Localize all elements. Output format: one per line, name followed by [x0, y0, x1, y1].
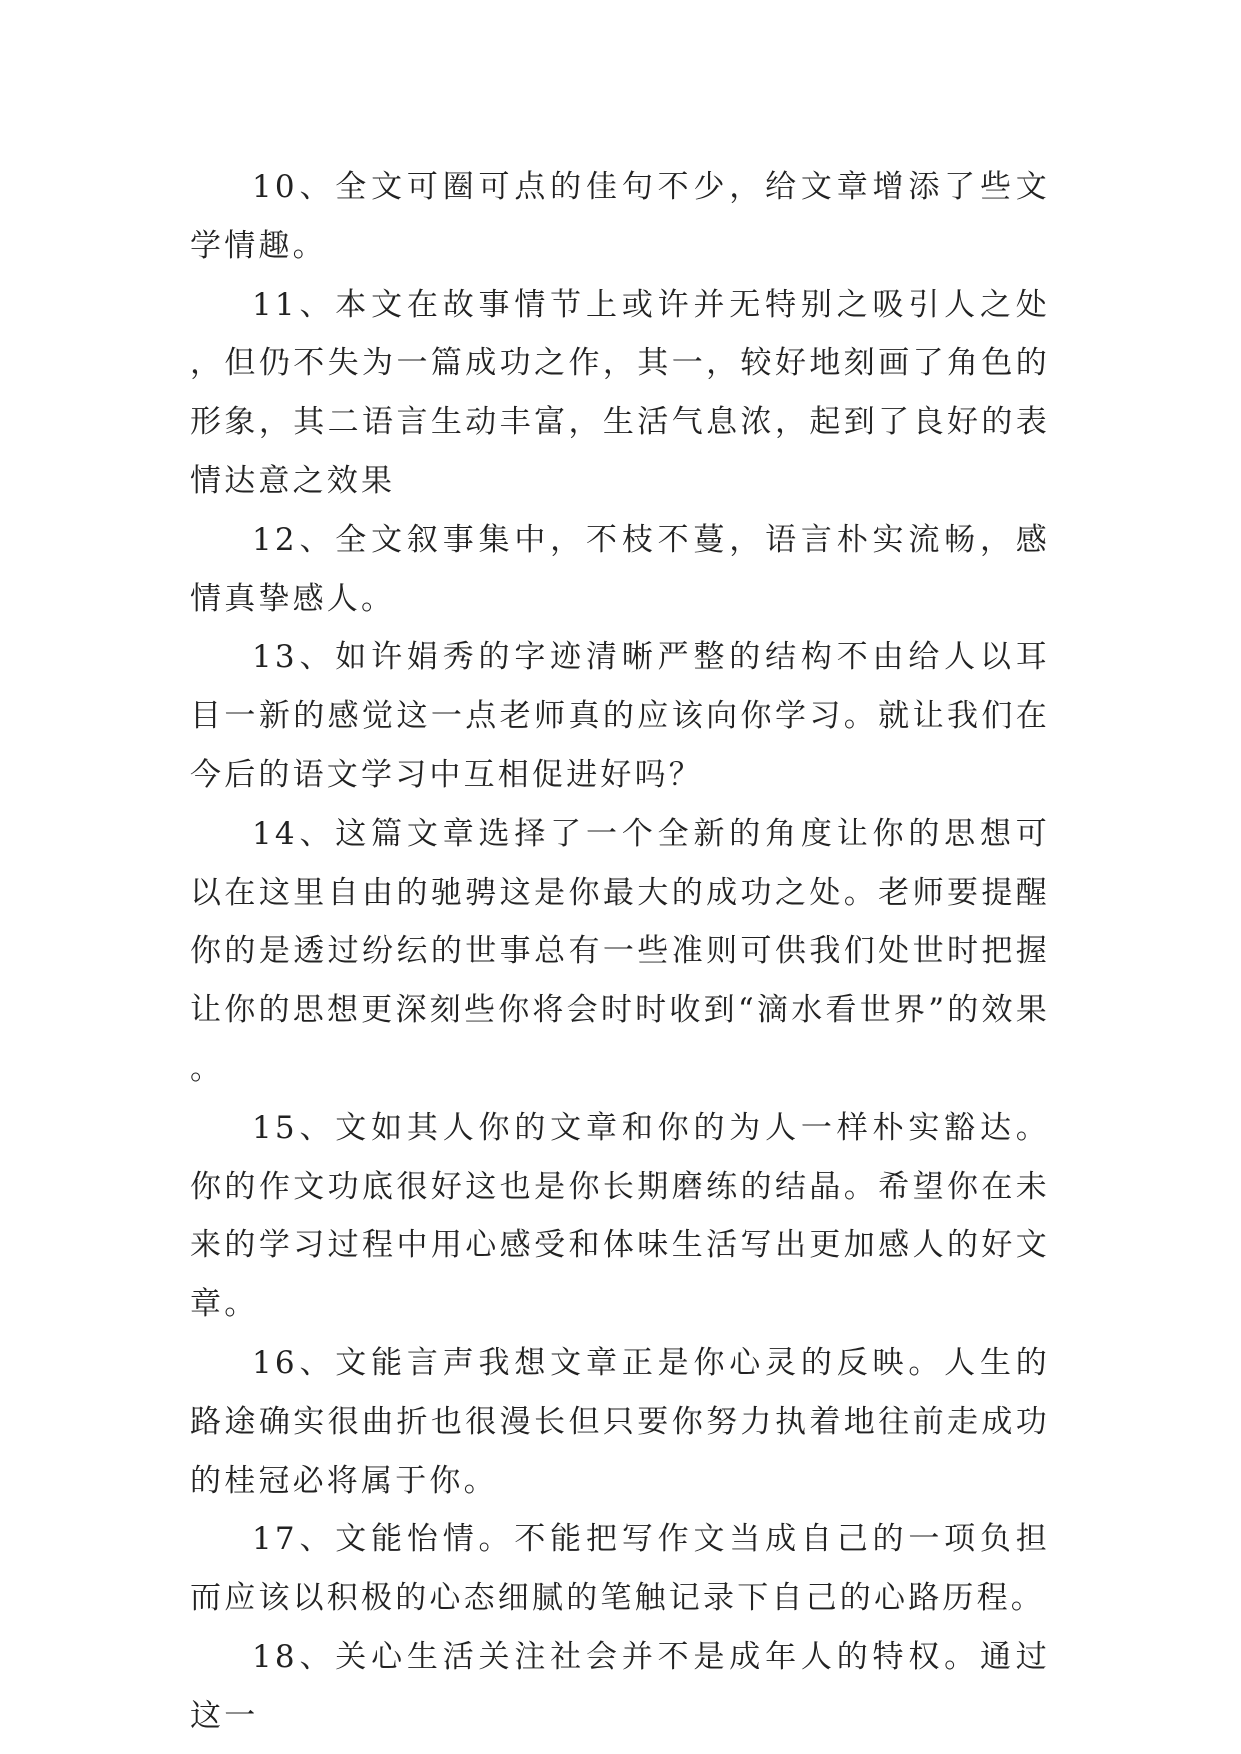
comment-paragraph-12: 12、全文叙事集中，不枝不蔓，语言朴实流畅，感情真挚感人。 [190, 521, 1050, 617]
comment-paragraph-13: 13、如许娟秀的字迹清晰严整的结构不由给人以耳目一新的感觉这一点老师真的应该向你学习。就让我们在今后的语文学习中互相促进好吗？ [190, 639, 1050, 793]
comment-paragraph-14: 14、这篇文章选择了一个全新的角度让你的思想可以在这里自由的驰骋这是你最大的成功之处。老师要提醒你的是透过纷纭的世事总有一些准则可供我们处世时把握让你的思想更深刻些你将会时时收到“滴水看世界”的效果。 [190, 815, 1050, 1087]
document-body [190, 158, 1050, 1746]
comment-paragraph-15: 15、文如其人你的文章和你的为人一样朴实豁达。你的作文功底很好这也是你长期磨练的结晶。希望你在未来的学习过程中用心感受和体味生活写出更加感人的好文章。 [190, 1109, 1050, 1323]
comment-paragraph-17: 17、文能怡情。不能把写作文当成自己的一项负担而应该以积极的心态细腻的笔触记录下自己的心路历程。 [190, 1521, 1050, 1617]
comment-paragraph-10: 10、全文可圈可点的佳句不少，给文章增添了些文学情趣。 [190, 169, 1050, 264]
comment-paragraph-11: 11、本文在故事情节上或许并无特别之吸引人之处，但仍不失为一篇成功之作，其一，较好地刻画了角色的形象，其二语言生动丰富，生活气息浓，起到了良好的表情达意之效果 [190, 286, 1050, 499]
comment-paragraph-16: 16、文能言声我想文章正是你心灵的反映。人生的路途确实很曲折也很漫长但只要你努力执着地往前走成功的桂冠必将属于你。 [190, 1344, 1050, 1499]
comment-paragraph-18: 18、关心生活关注社会并不是成年人的特权。通过这一 [190, 1638, 1050, 1734]
